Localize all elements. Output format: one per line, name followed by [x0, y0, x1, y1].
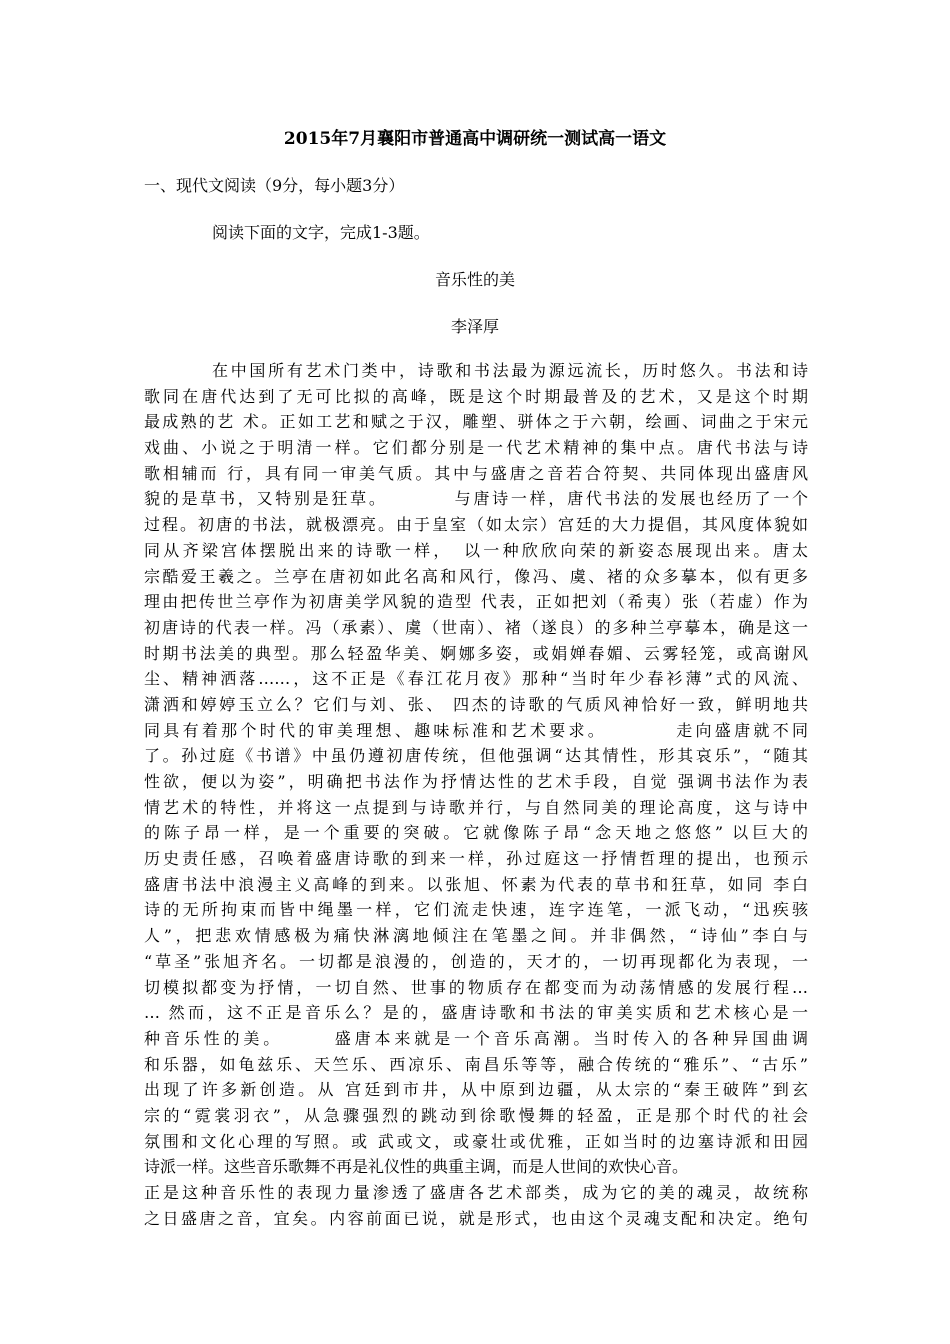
article-author: 李泽厚 [450, 317, 499, 336]
body-line: “草圣”张旭齐名。一切都是浪漫的，创造的，天才的，一切再现都化为表现，一 [144, 951, 808, 971]
body-line: 氛围和文化心理的写照。或 武或文，或豪壮或优雅，正如当时的边塞诗派和田园 [144, 1131, 808, 1151]
body-line: 尘、精神洒落……，这不正是《春江花月夜》那种“当时年少春衫薄”式的风流、 [144, 669, 808, 689]
body-line: 歌同在唐代达到了无可比拟的高峰，既是这个时期最普及的艺术，又是这个时期 [144, 386, 808, 406]
section-heading: 一、现代文阅读（9分，每小题3分） [144, 176, 405, 195]
body-line: 和乐器，如龟兹乐、天竺乐、西凉乐、南昌乐等等，融合传统的“雅乐”、“古乐” [144, 1054, 808, 1074]
body-line: 情艺术的特性，并将这一点提到与诗歌并行，与自然同美的理论高度，这与诗中 [144, 797, 808, 817]
body-line: 历史责任感，召唤着盛唐诗歌的到来一样，孙过庭这一抒情哲理的提出，也预示 [144, 849, 808, 869]
body-line: 盛唐书法中浪漫主义高峰的到来。以张旭、怀素为代表的草书和狂草，如同 李白 [144, 874, 808, 894]
body-line: … 然而，这不正是音乐么？是的，盛唐诗歌和书法的审美实质和艺术核心是一 [144, 1003, 808, 1023]
body-line: 种音乐性的美。 盛唐本来就是一个音乐高潮。当时传入的各种异国曲调 [144, 1028, 808, 1048]
body-line: 诗派一样。这些音乐歌舞不再是礼仪性的典重主调，而是人世间的欢快心音。 [144, 1157, 689, 1177]
body-line: 人”，把悲欢情感极为痛快淋漓地倾注在笔墨之间。并非偶然，“诗仙”李白与 [144, 926, 808, 946]
article-title: 音乐性的美 [434, 270, 515, 289]
body-line: 最成熟的艺 术。正如工艺和赋之于汉，雕塑、骈体之于六朝，绘画、词曲之于宋元 [144, 412, 808, 432]
body-line: 的陈子昂一样，是一个重要的突破。它就像陈子昂“念天地之悠悠” 以巨大的 [144, 823, 808, 843]
body-line: 同具有着那个时代的审美理想、趣味标准和艺术要求。 走向盛唐就不同 [144, 720, 808, 740]
body-line: 同从齐梁宫体摆脱出来的诗歌一样， 以一种欣欣向荣的新姿态展现出来。唐太 [144, 540, 808, 560]
body-line: 宗酷爱王羲之。兰亭在唐初如此名高和风行，像冯、虞、褚的众多摹本，似有更多 [144, 566, 808, 586]
body-line: 出现了许多新创造。从 宫廷到市井，从中原到边疆，从太宗的“秦王破阵”到玄 [144, 1080, 808, 1100]
body-line: 正是这种音乐性的表现力量渗透了盛唐各艺术部类，成为它的美的魂灵，故统称 [144, 1183, 808, 1202]
body-line: 之日盛唐之音，宜矣。内容前面已说，就是形式，也由这个灵魂支配和决定。绝句 [144, 1208, 808, 1228]
body-line: 貌的是草书，又特别是狂草。 与唐诗一样，唐代书法的发展也经历了一个 [144, 489, 808, 509]
body-line: 潇洒和婷婷玉立么？它们与刘、张、 四杰的诗歌的气质风神恰好一致，鲜明地共 [144, 694, 808, 714]
body-line: 了。孙过庭《书谱》中虽仍遵初唐传统，但他强调“达其情性，形其哀乐”，“随其 [144, 746, 808, 766]
body-line: 诗的无所拘束而皆中绳墨一样，它们流走快速，连字连笔，一派飞动，“迅疾骇 [144, 900, 808, 920]
body-line: 过程。初唐的书法，就极漂亮。由于皇室（如太宗）宫廷的大力提倡，其风度体貌如 [144, 515, 808, 535]
body-line: 性欲，便以为姿”，明确把书法作为抒情达性的艺术手段，自觉 强调书法作为表 [144, 772, 808, 791]
body-line: 戏曲、小说之于明清一样。它们都分别是一代艺术精神的集中点。唐代书法与诗 [144, 438, 808, 458]
article-body [144, 358, 808, 1231]
body-line: 时期书法美的典型。那么轻盈华美、婀娜多姿，或娟婵春媚、云雾轻笼，或高谢风 [144, 643, 808, 663]
reading-instruction: 阅读下面的文字，完成1-3题。 [212, 223, 430, 242]
body-line: 歌相辅而 行，具有同一审美气质。其中与盛唐之音若合符契、共同体现出盛唐风 [144, 463, 808, 483]
body-line: 宗的“霓裳羽衣”，从急骤强烈的跳动到徐歌慢舞的轻盈，正是那个时代的社会 [144, 1105, 808, 1125]
document-title: 2015年7月襄阳市普通高中调研统一测试高一语文 [283, 129, 667, 149]
body-line: 初唐诗的代表一样。冯（承素）、虞（世南）、褚（遂良）的多种兰亭摹本，确是这一 [144, 617, 808, 637]
body-line: 切模拟都变为抒情，一切自然、世事的物质存在都变而为动荡情感的发展行程… [144, 977, 808, 997]
body-line: 理由把传世兰亭作为初唐美学风貌的造型 代表，正如把刘（希夷）张（若虚）作为 [144, 592, 808, 612]
body-line: 在中国所有艺术门类中，诗歌和书法最为源远流长，历时悠久。书法和诗 [212, 361, 808, 380]
